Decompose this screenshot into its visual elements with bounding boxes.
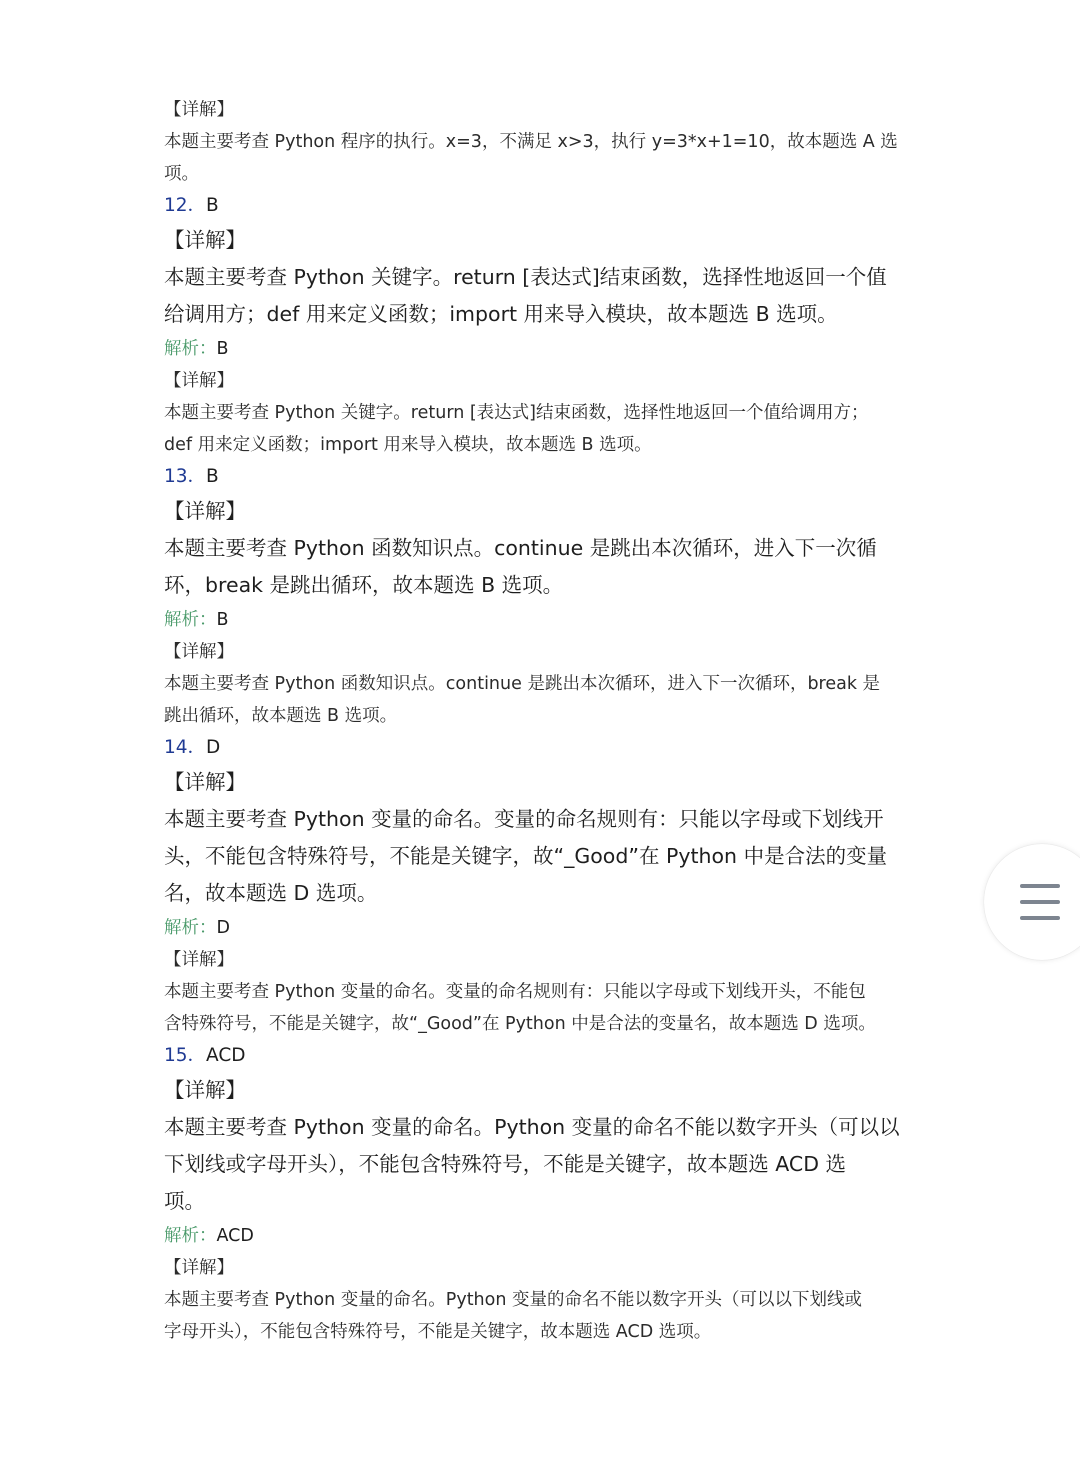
analysis-value: D <box>216 918 230 938</box>
explanation-line: 项。 <box>164 164 199 184</box>
question-number: 13． <box>164 466 207 487</box>
detail-heading: 【详解】 <box>164 1078 246 1102</box>
analysis-line <box>164 1220 924 1252</box>
explanation-line: 本题主要考查 Python 函数知识点。continue 是跳出本次循环，进入下一次循环，break 是 <box>164 674 881 694</box>
analysis-label: 解析： <box>164 339 217 359</box>
detail-heading: 【详解】 <box>164 1258 234 1278</box>
explanation-line: def 用来定义函数；import 用来导入模块，故本题选 B 选项。 <box>164 435 652 455</box>
analysis-label: 解析： <box>164 610 217 630</box>
analysis-line <box>164 604 924 636</box>
detail-heading: 【详解】 <box>164 100 234 120</box>
analysis-label: 解析： <box>164 1226 217 1246</box>
analysis-value: B <box>216 339 229 359</box>
question-answer <box>164 732 924 764</box>
answer-value: ACD <box>206 1045 246 1066</box>
document-page <box>164 94 924 1348</box>
question-number: 14． <box>164 737 207 758</box>
explanation-line: 本题主要考查 Python 关键字。return [表达式]结束函数，选择性地返回一个值给调用方； <box>164 403 869 423</box>
question-answer <box>164 190 924 222</box>
analysis-value: ACD <box>216 1226 254 1246</box>
question-number: 15． <box>164 1045 207 1066</box>
explanation-line: 本题主要考查 Python 关键字。return [表达式]结束函数，选择性地返回一个值 <box>164 265 887 289</box>
detail-heading: 【详解】 <box>164 499 246 523</box>
explanation-line: 本题主要考查 Python 变量的命名。变量的命名规则有：只能以字母或下划线开 <box>164 807 884 831</box>
explanation-line: 本题主要考查 Python 变量的命名。Python 变量的命名不能以数字开头（可以以下划线或 <box>164 1290 863 1310</box>
question-answer <box>164 1040 924 1072</box>
explanation-line: 名，故本题选 D 选项。 <box>164 881 378 905</box>
answer-value: B <box>206 195 219 216</box>
menu-icon-bar <box>1020 916 1060 920</box>
analysis-line <box>164 333 924 365</box>
analysis-value: B <box>216 610 229 630</box>
answer-value: B <box>206 466 219 487</box>
analysis-label: 解析： <box>164 918 217 938</box>
explanation-line: 本题主要考查 Python 函数知识点。continue 是跳出本次循环，进入下一次循 <box>164 536 877 560</box>
menu-icon-bar <box>1020 900 1060 904</box>
explanation-line: 含特殊符号，不能是关键字，故“_Good”在 Python 中是合法的变量名，故本题选 D 选项。 <box>164 1014 876 1034</box>
detail-heading: 【详解】 <box>164 371 234 391</box>
explanation-line: 给调用方；def 用来定义函数；import 用来导入模块，故本题选 B 选项。 <box>164 302 838 326</box>
explanation-line: 头，不能包含特殊符号，不能是关键字，故“_Good”在 Python 中是合法的变量 <box>164 844 888 868</box>
detail-heading: 【详解】 <box>164 770 246 794</box>
explanation-line: 字母开头），不能包含特殊符号，不能是关键字，故本题选 ACD 选项。 <box>164 1322 712 1342</box>
explanation-line: 下划线或字母开头），不能包含特殊符号，不能是关键字，故本题选 ACD 选 <box>164 1152 847 1176</box>
explanation-line: 环，break 是跳出循环，故本题选 B 选项。 <box>164 573 564 597</box>
detail-heading: 【详解】 <box>164 642 234 662</box>
analysis-line <box>164 912 924 944</box>
question-number: 12． <box>164 195 207 216</box>
explanation-line: 跳出循环，故本题选 B 选项。 <box>164 706 398 726</box>
answer-value: D <box>206 737 221 758</box>
menu-icon-bar <box>1020 884 1060 888</box>
detail-heading: 【详解】 <box>164 228 246 252</box>
explanation-line: 本题主要考查 Python 程序的执行。x=3，不满足 x>3，执行 y=3*x+1=10，故本题选 A 选 <box>164 132 898 152</box>
detail-heading: 【详解】 <box>164 950 234 970</box>
explanation-line: 本题主要考查 Python 变量的命名。Python 变量的命名不能以数字开头（可以以 <box>164 1115 900 1139</box>
menu-button[interactable] <box>984 844 1080 960</box>
question-answer <box>164 461 924 493</box>
explanation-line: 本题主要考查 Python 变量的命名。变量的命名规则有：只能以字母或下划线开头，不能包 <box>164 982 866 1002</box>
explanation-line: 项。 <box>164 1189 205 1213</box>
